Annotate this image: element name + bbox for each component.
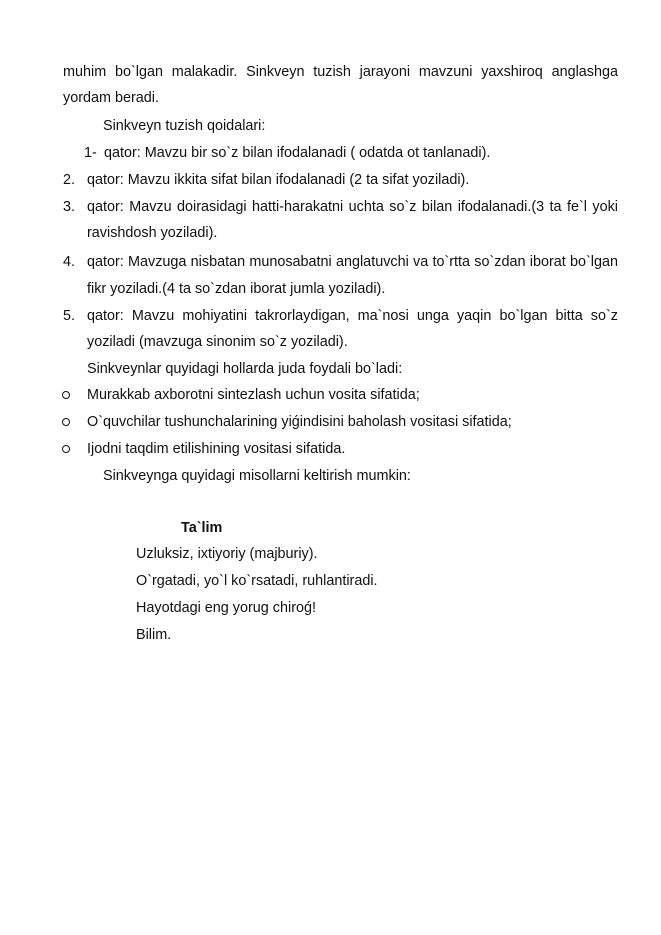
rule-4-text-line-2: fikr yoziladi.(4 ta so`zdan iborat jumla yoziladi). [87, 281, 386, 297]
rule-5-number: 5. [63, 308, 76, 324]
rule-2-number: 2. [63, 172, 76, 188]
example-line-2: O`rgatadi, yo`l ko`rsatadi, ruhlantiradi. [136, 573, 378, 589]
rule-4-text-line-1: qator: Mavzuga nisbatan munosabatni anglatuvchi va to`rtta so`zdan iborat bo`lgan [87, 254, 618, 270]
rule-2-text: qator: Mavzu ikkita sifat bilan ifodalanadi (2 ta sifat yoziladi). [87, 172, 470, 188]
rule-5-text-line-1: qator: Mavzu mohiyatini takrorlaydigan, ma`nosi unga yaqin bo`lgan bitta so`z [87, 308, 618, 324]
use-item-2: O`quvchilar tushunchalarining yiǵindisini baholash vositasi sifatida; [87, 414, 512, 430]
rule-3-text-line-2: ravishdosh yoziladi). [87, 225, 218, 241]
example-line-4: Bilim. [136, 627, 172, 643]
bullet-circle-icon [62, 391, 70, 399]
example-line-3: Hayotdagi eng yorug chiroǵ! [136, 600, 316, 616]
use-item-3: Ijodni taqdim etilishining vositasi sifatida. [87, 441, 346, 457]
examples-heading: Sinkveynga quyidagi misollarni keltirish mumkin: [103, 468, 411, 484]
rules-heading: Sinkveyn tuzish qoidalari: [103, 118, 266, 134]
rule-1-text: qator: Mavzu bir so`z bilan ifodalanadi ( odatda ot tanlanadi). [104, 145, 491, 161]
bullet-circle-icon [62, 445, 70, 453]
intro-line-2: yordam beradi. [63, 90, 159, 106]
bullet-circle-icon [62, 418, 70, 426]
example-title: Ta`lim [181, 520, 223, 536]
rule-3-text-line-1: qator: Mavzu doirasidagi hatti-harakatni uchta so`z bilan ifodalanadi.(3 ta fe`l yoki [87, 199, 618, 215]
rule-5-text-line-2: yoziladi (mavzuga sinonim so`z yoziladi). [87, 334, 348, 350]
rule-4-number: 4. [63, 254, 76, 270]
use-item-1: Murakkab axborotni sintezlash uchun vosita sifatida; [87, 387, 420, 403]
intro-line-1: muhim bo`lgan malakadir. Sinkveyn tuzish jarayoni mavzuni yaxshiroq anglashga [63, 64, 618, 80]
example-line-1: Uzluksiz, ixtiyoriy (majburiy). [136, 546, 318, 562]
uses-heading: Sinkveynlar quyidagi hollarda juda foydali bo`ladi: [87, 361, 403, 377]
rule-3-number: 3. [63, 199, 76, 215]
rule-1-number: 1- [84, 145, 97, 161]
